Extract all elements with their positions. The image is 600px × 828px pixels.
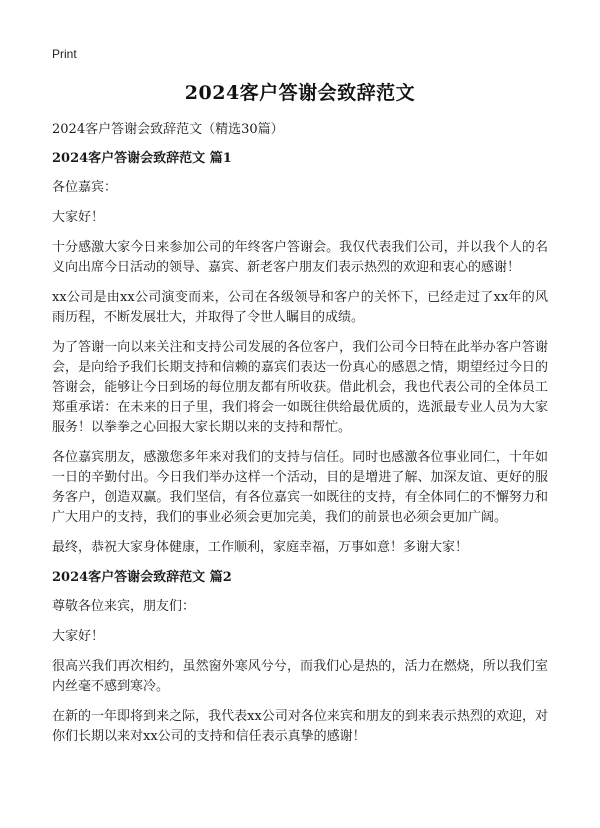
print-link[interactable]: Print bbox=[52, 47, 77, 61]
document-title: 2024客户答谢会致辞范文 bbox=[184, 82, 416, 104]
paragraph: 很高兴我们再次相约，虽然窗外寒风兮兮，而我们心是热的，活力在燃烧，所以我们室内丝毫不感到寒冷。 bbox=[52, 659, 548, 694]
paragraph: 各位嘉宾： bbox=[52, 180, 118, 195]
section-heading-1: 2024客户答谢会致辞范文 篇1 bbox=[52, 151, 232, 166]
paragraph: 大家好！ bbox=[52, 210, 105, 225]
paragraph: 各位嘉宾朋友，感激您多年来对我们的支持与信任。同时也感激各位事业同仁，十年如一日的辛勤付出。今日我们举办这样一个活动，目的是增进了解、加深友谊、更好的服务客户，创造双赢。我们坚信，有各位嘉宾一如既往的支持，有全体同仁的不懈努力和广大用户的支持，我们的事业必须会更加完美，我们的前景也必须会更加广阔。 bbox=[52, 450, 548, 525]
paragraph: 在新的一年即将到来之际，我代表xx公司对各位来宾和朋友的到来表示热烈的欢迎，对你们长期以来对xx公司的支持和信任表示真挚的感谢！ bbox=[52, 709, 548, 744]
paragraph: 为了答谢一向以来关注和支持公司发展的各位客户，我们公司今日特在此举办客户答谢会，是向给予我们长期支持和信赖的嘉宾们表达一份真心的感恩之情，期望经过今日的答谢会，能够让今日到场的每位朋友都有所收获。借此机会，我也代表公司的全体员工郑重承诺：在未来的日子里，我们将会一如既往供给最优质的，选派最专业人员为大家服务！以拳拳之心回报大家长期以来的支持和帮忙。 bbox=[52, 340, 548, 435]
paragraph: 尊敬各位来宾，朋友们： bbox=[52, 599, 196, 614]
paragraph: 十分感激大家今日来参加公司的年终客户答谢会。我仅代表我们公司，并以我个人的名义向出席今日活动的领导、嘉宾、新老客户朋友们表示热烈的欢迎和衷心的感谢！ bbox=[52, 240, 548, 275]
section-heading-2: 2024客户答谢会致辞范文 篇2 bbox=[52, 570, 232, 585]
document-subtitle: 2024客户答谢会致辞范文（精选30篇） bbox=[52, 122, 284, 137]
document-body bbox=[52, 120, 548, 757]
paragraph: xx公司是由xx公司演变而来，公司在各级领导和客户的关怀下，已经走过了xx年的风雨历程，不断发展壮大，并取得了令世人瞩目的成绩。 bbox=[52, 290, 548, 325]
paragraph: 最终，恭祝大家身体健康，工作顺利，家庭幸福，万事如意！多谢大家！ bbox=[52, 540, 469, 555]
paragraph: 大家好！ bbox=[52, 629, 105, 644]
